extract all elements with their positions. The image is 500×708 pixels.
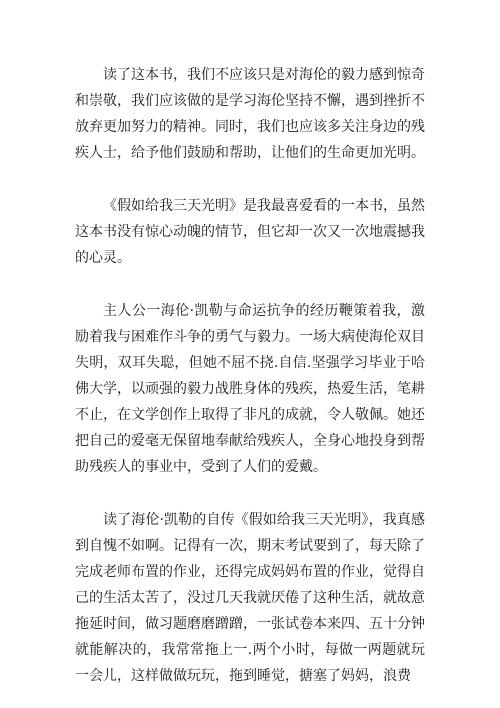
paragraph-favorite-book: 《假如给我三天光明》是我最喜爱看的一本书，虽然这本书没有惊心动魄的情节，但它却一次又一次地震撼我的心灵。 bbox=[75, 198, 425, 266]
document-body bbox=[75, 62, 425, 689]
paragraph-self-comparison: 读了海伦·凯勒的自传《假如给我三天光明》，我真感到自愧不如啊。记得有一次，期末考试要到了，每天除了完成老师布置的作业，还得完成妈妈布置的作业，觉得自己的生活太苦了，没过几天我就厌倦了这种生活，就故意拖延时间，做习题磨磨蹭蹭，一张试卷本来四、五十分钟就能解决的，我常常拖上一.两个小时，每做一两题就玩一会儿，这样做做玩玩，拖到睡觉，搪塞了妈妈，浪费 bbox=[75, 512, 425, 684]
paragraph-reflection: 读了这本书，我们不应该只是对海伦的毅力感到惊奇和崇敬，我们应该做的是学习海伦坚持不懈，遇到挫折不放弃更加努力的精神。同时，我们也应该多关注身边的残疾人士，给予他们鼓励和帮助，让他们的生命更加光明。 bbox=[75, 67, 425, 161]
paragraph-helen-keller: 主人公一海伦·凯勒与命运抗争的经历鞭策着我，激励着我与困难作斗争的勇气与毅力。一场大病使海伦双目失明，双耳失聪，但她不屈不挠.自信.坚强学习毕业于哈佛大学，以顽强的毅力战胜身体的残疾，热爱生活，笔耕不止，在文学创作上取得了非凡的成就，令人敬佩。她还把自己的爱毫无保留地奉献给残疾人，全身心地投身到帮助残疾人的事业中，受到了人们的爱戴。 bbox=[75, 303, 425, 475]
